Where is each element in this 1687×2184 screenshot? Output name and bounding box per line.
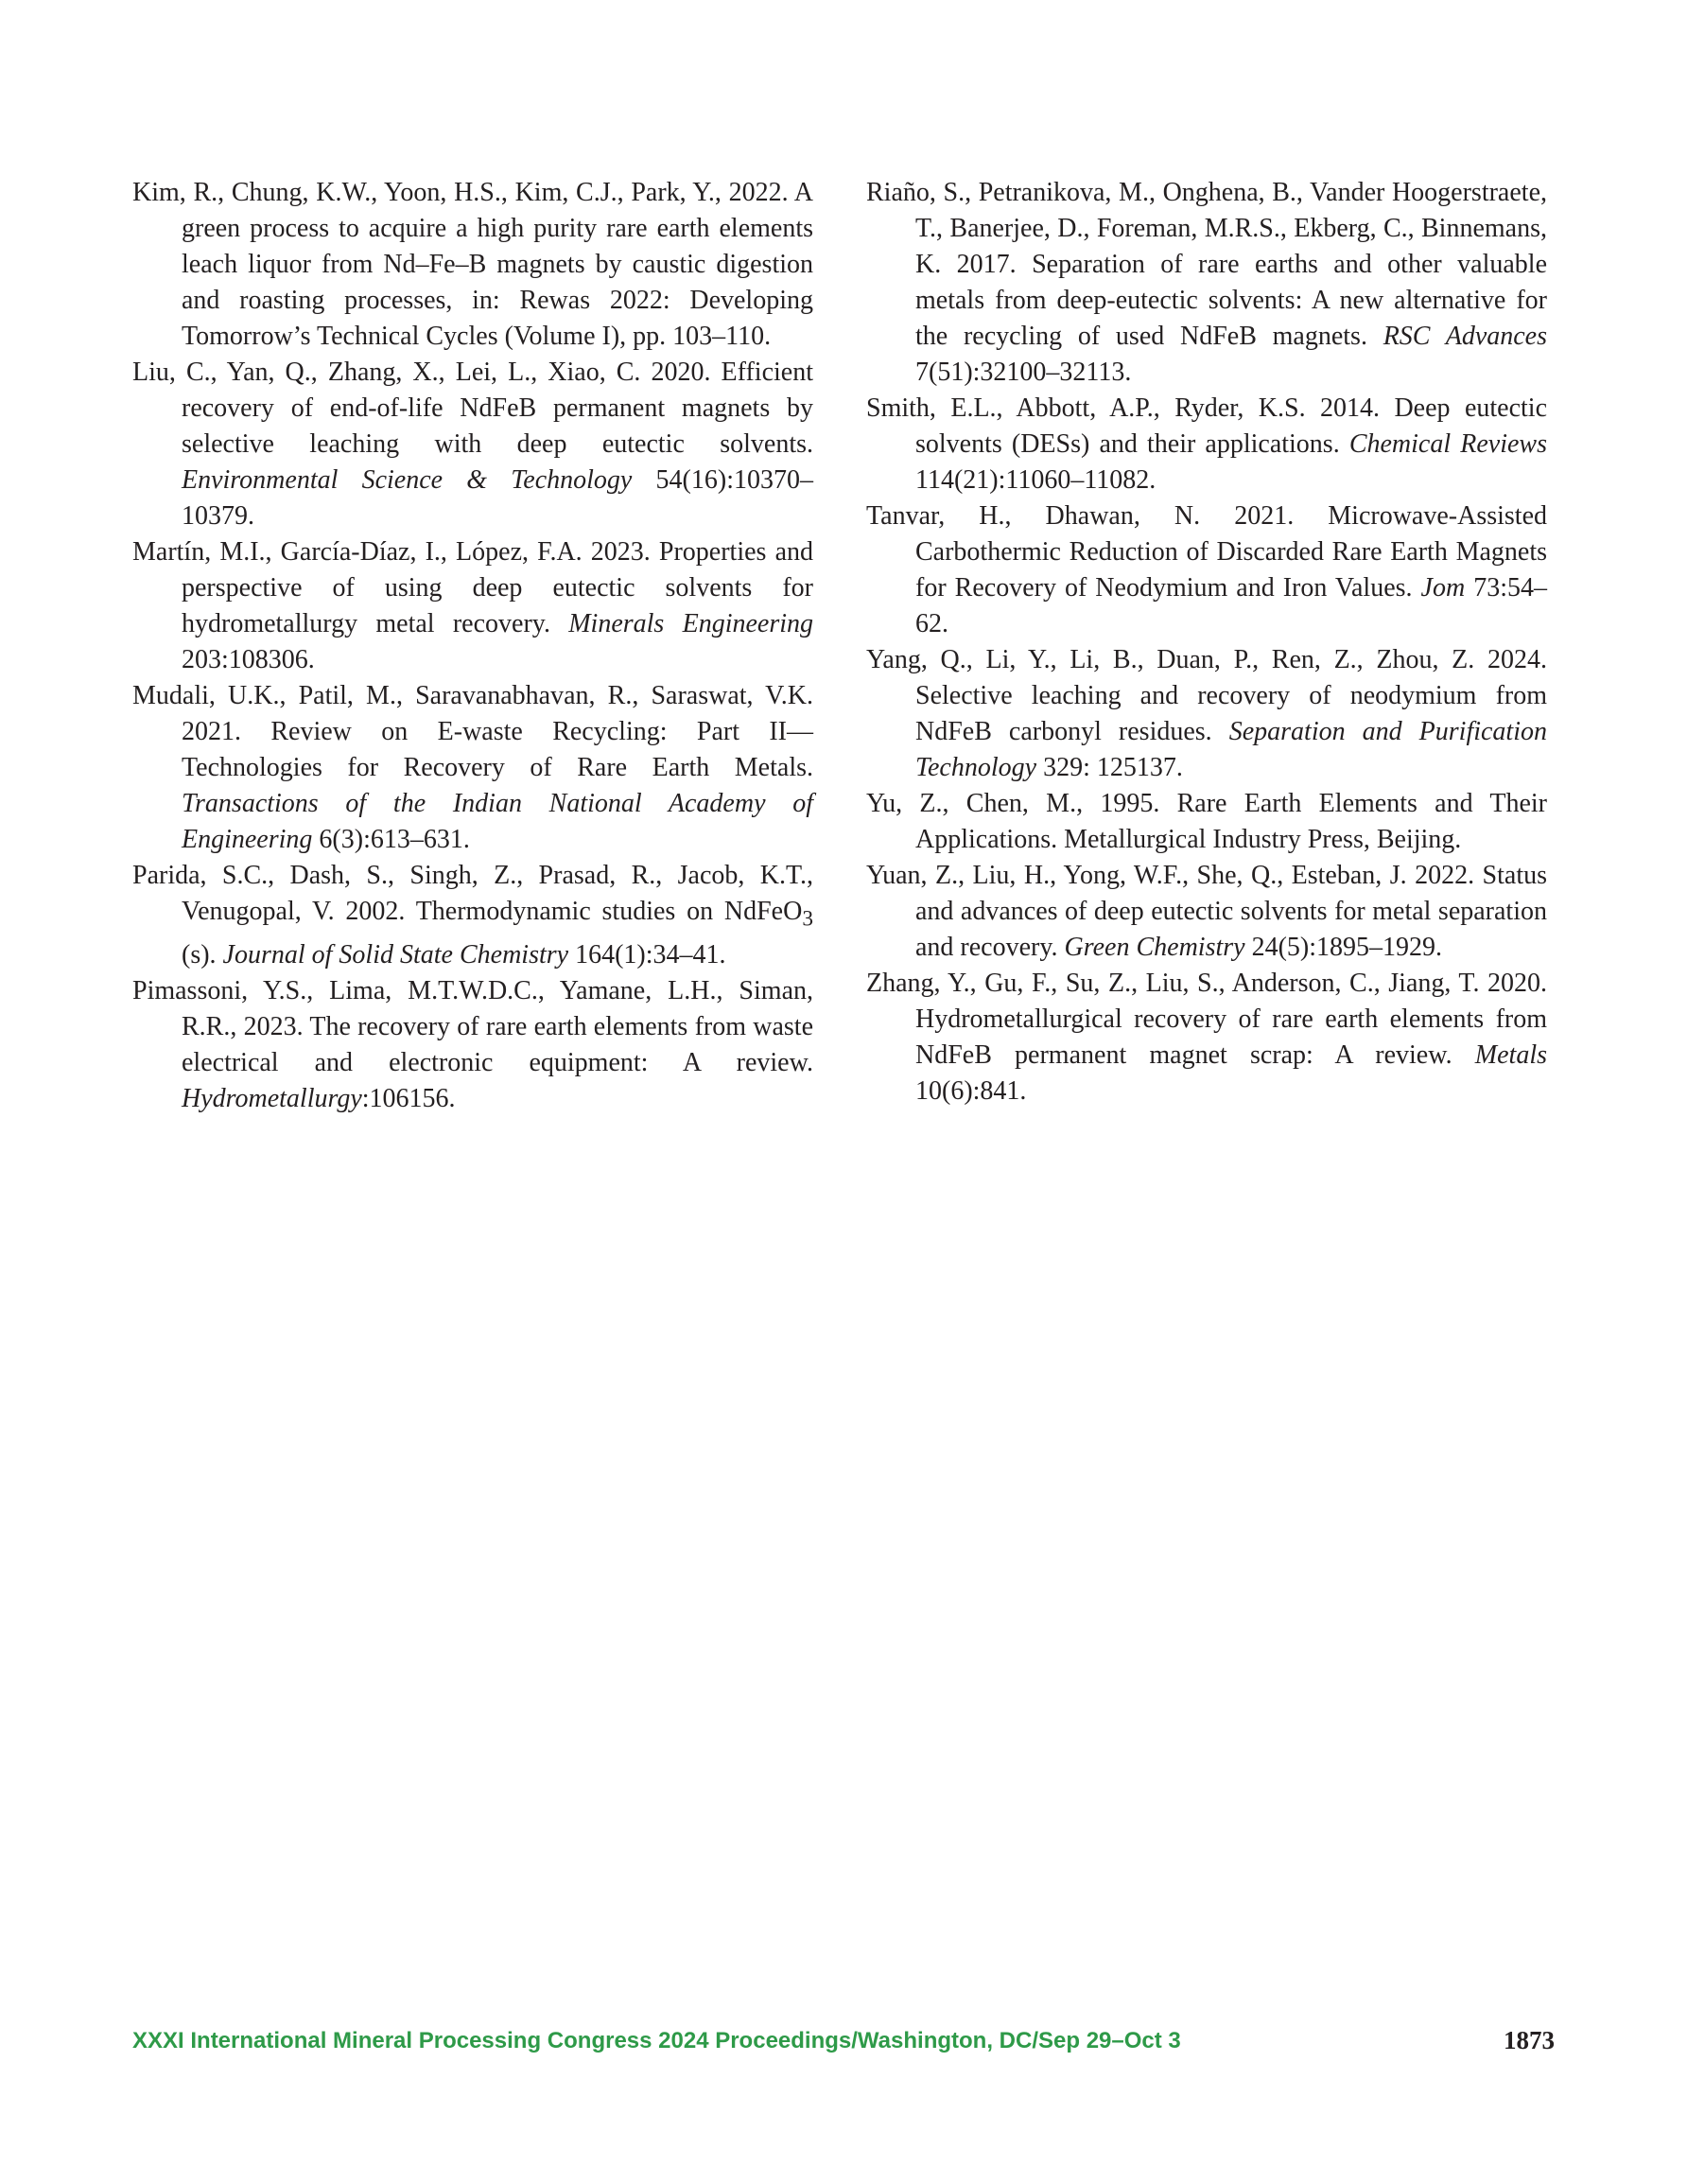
- reference-entry: [866, 498, 1547, 642]
- reference-entry: [866, 391, 1547, 498]
- references-column-right: [866, 175, 1547, 1109]
- reference-text: Riaño, S., Petranikova, M., Onghena, B., Vander Hoogerstraete, T., Banerjee, D., Foreman, M.R.S., Ekberg, C., Binnemans, K. 2017. Separation of rare earths and other valuable metals from deep-eutectic solvents: A new alternative for the recycling of used NdFeB magnets.: [866, 178, 1547, 351]
- reference-citation: 24(5):1895–1929.: [1244, 933, 1443, 962]
- reference-citation: 329: 125137.: [1036, 753, 1183, 782]
- journal-name: Green Chemistry: [1064, 933, 1245, 962]
- reference-entry: [866, 175, 1547, 391]
- reference-citation: 6(3):613–631.: [312, 825, 470, 854]
- reference-text: Mudali, U.K., Patil, M., Saravanabhavan, R., Saraswat, V.K. 2021. Review on E-waste Recycling: Part II—Technologies for Recovery of Rare Earth Metals.: [132, 681, 813, 782]
- journal-name: Journal of Solid State Chemistry: [222, 939, 569, 970]
- reference-citation: :106156.: [361, 1083, 456, 1113]
- journal-name: RSC Advances: [1383, 322, 1548, 351]
- reference-citation: 73:54–62.: [915, 573, 1547, 638]
- journal-name: Minerals Engineering: [568, 609, 813, 638]
- reference-entry: [132, 973, 813, 1117]
- journal-name: Hydrometallurgy: [182, 1083, 362, 1113]
- reference-text: Yu, Z., Chen, M., 1995. Rare Earth Elements and Their Applications. Metallurgical Industry Press, Beijing.: [866, 789, 1547, 854]
- reference-citation: 10(6):841.: [915, 1076, 1027, 1106]
- reference-text: Yang, Q., Li, Y., Li, B., Duan, P., Ren, Z., Zhou, Z. 2024. Selective leaching and recovery of neodymium from NdFeB carbonyl residues.: [866, 645, 1547, 746]
- journal-name: Environmental Science & Technology: [182, 465, 633, 495]
- page-number: 1873: [1504, 2026, 1555, 2054]
- reference-text: Zhang, Y., Gu, F., Su, Z., Liu, S., Anderson, C., Jiang, T. 2020. Hydrometallurgical recovery of rare earth elements from NdFeB permanent magnet scrap: A review.: [866, 969, 1547, 1070]
- journal-name: Separation and Purification Technology: [915, 717, 1547, 782]
- reference-entry: [866, 966, 1547, 1109]
- reference-entry: [866, 858, 1547, 966]
- reference-citation: 114(21):11060–11082.: [915, 465, 1157, 495]
- reference-citation: 164(1):34–41.: [568, 939, 726, 970]
- reference-text: (s).: [182, 939, 223, 970]
- reference-entry: [132, 175, 813, 355]
- reference-entry: [132, 534, 813, 678]
- reference-text: Smith, E.L., Abbott, A.P., Ryder, K.S. 2014. Deep eutectic solvents (DESs) and their applications.: [866, 393, 1547, 459]
- reference-entry: [132, 355, 813, 534]
- reference-text: Yuan, Z., Liu, H., Yong, W.F., She, Q., Esteban, J. 2022. Status and advances of deep eutectic solvents for metal separation and recovery.: [866, 861, 1547, 962]
- reference-entry: [132, 678, 813, 858]
- reference-text: Liu, C., Yan, Q., Zhang, X., Lei, L., Xiao, C. 2020. Efficient recovery of end-of-life NdFeB permanent magnets by selective leaching with deep eutectic solvents.: [132, 358, 813, 459]
- reference-text: Tanvar, H., Dhawan, N. 2021. Microwave-Assisted Carbothermic Reduction of Discarded Rare Earth Magnets for Recovery of Neodymium and Iron Values.: [866, 501, 1547, 603]
- reference-text: Kim, R., Chung, K.W., Yoon, H.S., Kim, C.J., Park, Y., 2022. A green process to acquire a high purity rare earth elements leach liquor from Nd–Fe–B magnets by caustic digestion and roasting processes, in: Rewas 2022: Developing Tomorrow’s Technical Cycles (Volume I), pp. 103–110.: [132, 178, 813, 351]
- reference-entry: [866, 642, 1547, 786]
- journal-name: Transactions of the Indian National Academy of Engineering: [182, 789, 813, 854]
- journal-name: Metals: [1474, 1040, 1547, 1070]
- reference-text: Parida, S.C., Dash, S., Singh, Z., Prasad, R., Jacob, K.T., Venugopal, V. 2002. Thermodynamic studies on NdFeO: [132, 861, 813, 926]
- reference-text: Martín, M.I., García-Díaz, I., López, F.A. 2023. Properties and perspective of using deep eutectic solvents for hydrometallurgy metal recovery.: [132, 537, 813, 638]
- references-column-left: [132, 175, 813, 1117]
- reference-citation: 7(51):32100–32113.: [915, 358, 1132, 387]
- subscript: 3: [802, 906, 813, 932]
- running-footer: XXXI International Mineral Processing Congress 2024 Proceedings/Washington, DC/Sep 29–Oct 3: [132, 2028, 1181, 2053]
- reference-citation: 203:108306.: [182, 645, 315, 674]
- reference-entry: [866, 786, 1547, 858]
- journal-name: Chemical Reviews: [1348, 429, 1547, 459]
- reference-citation: 54(16):10370–10379.: [182, 465, 813, 531]
- journal-name: Jom: [1420, 573, 1466, 603]
- reference-text: Pimassoni, Y.S., Lima, M.T.W.D.C., Yamane, L.H., Siman, R.R., 2023. The recovery of rare earth elements from waste electrical and electronic equipment: A review.: [132, 975, 813, 1077]
- reference-entry: [132, 858, 813, 973]
